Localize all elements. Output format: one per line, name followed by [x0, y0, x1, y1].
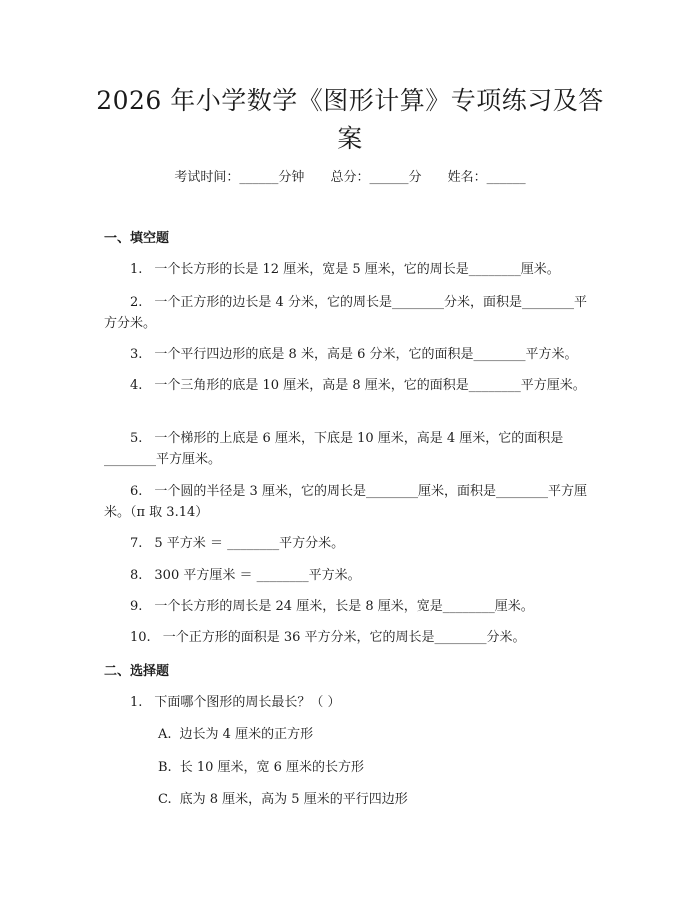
student-name: 姓名：______ [447, 170, 526, 185]
question-number: 8. [130, 568, 143, 583]
question-number: 1. [130, 262, 143, 277]
question-item [104, 565, 598, 586]
question-number: 4. [130, 378, 143, 393]
choice-option [158, 759, 364, 777]
option-text: 底为 8 厘米，高为 5 厘米的平行四边形 [179, 792, 408, 807]
question-text: 一个长方形的周长是 24 厘米，长是 8 厘米，宽是________厘米。 [154, 599, 534, 614]
question-item [104, 344, 598, 365]
option-text: 边长为 4 厘米的正方形 [179, 727, 314, 742]
question-number: 7. [130, 536, 143, 551]
total-score: 总分：______分 [330, 170, 422, 185]
question-item [104, 375, 598, 396]
question-number: 10. [130, 630, 151, 645]
option-letter: A. [158, 727, 172, 742]
question-number: 3. [130, 347, 143, 362]
question-text: 下面哪个图形的周长最长？（ ） [154, 695, 341, 710]
question-text: 一个梯形的上底是 6 厘米，下底是 10 厘米，高是 4 厘米，它的面积是________平方厘米。 [104, 431, 564, 467]
question-item [104, 259, 598, 280]
exam-info [0, 169, 700, 187]
question-item [104, 533, 598, 554]
question-number: 1. [130, 695, 143, 710]
section-title-multiple-choice: 二、选择题 [104, 664, 170, 679]
page-title: 2026 年小学数学《图形计算》专项练习及答案 [96, 86, 604, 153]
question-text: 一个圆的半径是 3 厘米，它的周长是________厘米，面积是________平方厘米。（π 取 3.14） [104, 484, 587, 520]
question-item [104, 627, 598, 648]
question-text: 一个三角形的底是 10 厘米，高是 8 厘米，它的面积是________平方厘米。 [154, 378, 586, 393]
question-item [104, 481, 598, 523]
question-number: 2. [130, 295, 143, 310]
question-number: 5. [130, 431, 143, 446]
choice-option [158, 791, 408, 809]
question-item [104, 428, 598, 470]
question-item [104, 292, 598, 334]
question-text: 5 平方米 ＝ ________平方分米。 [154, 536, 345, 551]
choice-option [158, 726, 313, 744]
question-number: 6. [130, 484, 143, 499]
question-text: 一个正方形的面积是 36 平方分米，它的周长是________分米。 [162, 630, 526, 645]
question-text: 一个平行四边形的底是 8 米，高是 6 分米，它的面积是________平方米。 [154, 347, 578, 362]
question-text: 300 平方厘米 ＝ ________平方米。 [154, 568, 361, 583]
question-number: 9. [130, 599, 143, 614]
exam-time: 考试时间：______分钟 [174, 170, 305, 185]
question-text: 一个长方形的长是 12 厘米，宽是 5 厘米，它的周长是________厘米。 [154, 262, 560, 277]
option-letter: B. [158, 760, 172, 775]
question-text: 一个正方形的边长是 4 分米，它的周长是________分米，面积是________平方分米。 [104, 295, 587, 331]
question-item [104, 596, 598, 617]
option-text: 长 10 厘米，宽 6 厘米的长方形 [179, 760, 365, 775]
question-item [104, 692, 598, 713]
section-title-fill-in: 一、填空题 [104, 231, 170, 246]
option-letter: C. [158, 792, 172, 807]
